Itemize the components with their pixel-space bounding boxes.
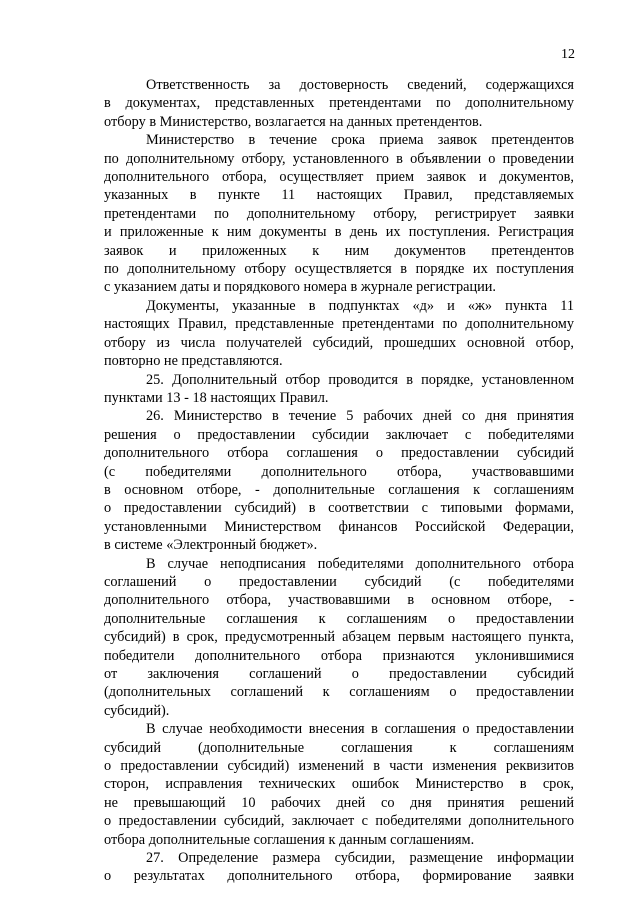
paragraph-item-27 [104,849,574,886]
text-line: по дополнительному отбору осуществляется в порядке их поступления [104,261,574,278]
text-line: по дополнительному отбору, установленного в объявлении о проведении [104,150,574,167]
text-line: дополнительного отбора, участвовавшими в основном отборе, - [104,592,574,609]
paragraph-item-25 [104,371,574,408]
text-line: настоящих Правил, представленные претендентами по дополнительному [104,316,574,333]
text-line: дополнительного отбора, осуществляет прием заявок и документов, [104,169,574,186]
text-line: повторно не представляются. [104,353,283,370]
page-number: 12 [561,47,575,62]
text-line: отбора дополнительные соглашения к данным соглашениям. [104,831,475,848]
text-line: 26. Министерство в течение 5 рабочих дней со дня принятия [146,408,574,425]
text-line: в документах, представленных претендентами по дополнительному [104,95,574,112]
text-line: В случае необходимости внесения в соглашения о предоставлении [146,721,574,738]
text-line: отбору из числа получателей субсидий, прошедших основной отбор, [104,334,574,351]
text-line: от заключения соглашений о предоставлении субсидий [104,666,574,682]
text-line: Министерство в течение срока приема заявок претендентов [146,132,574,149]
text-line: соглашений о предоставлении субсидий (с победителями [104,573,574,590]
text-line: сторон, исправления технических ошибок Министерство в срок, [104,776,574,793]
text-line: субсидий). [104,702,170,719]
text-line: субсидий (дополнительные соглашения к соглашениям [104,739,574,756]
text-line: дополнительного отбора соглашения о предоставлении субсидий [104,445,574,462]
text-line: заявок и приложенных к ним документов претендентов [104,242,574,259]
document-body [104,76,574,886]
paragraph-amendments [104,720,574,849]
text-line: в основном отборе, - дополнительные соглашения к соглашениям [104,481,574,498]
text-line: победители дополнительного отбора признаются уклонившимися [104,647,574,664]
paragraph-responsibility [104,76,574,131]
text-line: отбору в Министерство, возлагается на данных претендентов. [104,113,483,130]
text-line: о результатах дополнительного отбора, формирование заявки [104,868,574,885]
text-line: Документы, указанные в подпунктах «д» и «ж» пункта 11 [146,297,574,314]
text-line: 27. Определение размера субсидии, размещение информации [146,850,574,867]
text-line: субсидий) в срок, предусмотренный абзацем первым настоящего пункта, [104,629,574,646]
paragraph-item-26 [104,407,574,554]
text-line: решения о предоставлении субсидии заключает с победителями [104,426,574,443]
paragraph-ministry-receipt [104,131,574,297]
text-line: указанных в пункте 11 настоящих Правил, представляемых [104,187,574,204]
text-line: В случае неподписания победителями дополнительного отбора [146,555,574,572]
text-line: не превышающий 10 рабочих дней со дня принятия решений [104,794,574,811]
paragraph-documents [104,297,574,371]
text-line: о предоставлении субсидий) изменений в части изменения реквизитов [104,758,574,775]
paragraph-non-signing [104,555,574,721]
text-line: дополнительные соглашения к соглашениям о предоставлении [104,610,574,627]
text-line: о предоставлении субсидий) в соответствии с типовыми формами, [104,500,574,517]
text-line: 25. Дополнительный отбор проводится в порядке, установленном [146,371,574,388]
text-line: о предоставлении субсидий, заключает с победителями дополнительного [104,813,574,830]
text-line: (дополнительных соглашений к соглашениям о предоставлении [104,684,574,701]
text-line: пунктами 13 - 18 настоящих Правил. [104,389,329,406]
text-line: Ответственность за достоверность сведений, содержащихся [146,77,574,93]
text-line: (с победителями дополнительного отбора, участвовавшими [104,463,574,480]
text-line: установленными Министерством финансов Российской Федерации, [104,518,574,535]
text-line: с указанием даты и порядкового номера в журнале регистрации. [104,279,496,296]
text-line: и приложенные к ним документы в день их поступления. Регистрация [104,224,574,241]
text-line: претендентами по дополнительному отбору, регистрирует заявки [104,205,574,222]
text-line: в системе «Электронный бюджет». [104,537,318,554]
